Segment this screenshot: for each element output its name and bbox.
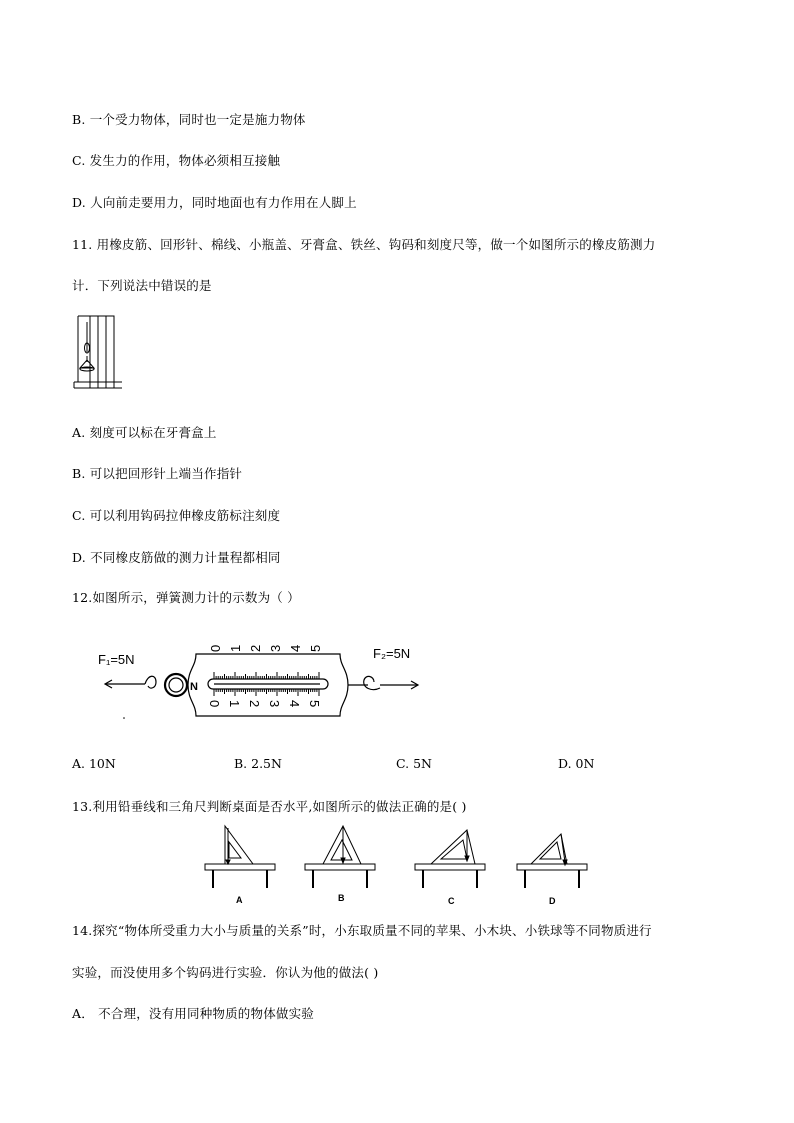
figure-b <box>305 826 375 903</box>
figure-d-label: D <box>549 896 556 906</box>
q11-option-b: B. 可以把回形针上端当作指针 <box>72 466 243 481</box>
figure-c-label: C <box>448 896 455 906</box>
scale-top-1: 1 <box>228 644 243 652</box>
figure-a-label: A <box>236 895 243 905</box>
spring-scale-figure <box>90 640 430 730</box>
q12-option-a: A. 10N <box>72 756 116 771</box>
q14-option-a: A． 不合理，没有用同种物质的物体做实验 <box>72 1006 315 1021</box>
q11-stem-line1: 11. 用橡皮筋、回形针、棉线、小瓶盖、牙膏盒、铁丝、钩码和刻度尺等，做一个如图所示的橡皮筋测力 <box>72 237 656 252</box>
scale-bottom-4: 4 <box>287 700 302 708</box>
q11-option-a: A. 刻度可以标在牙膏盒上 <box>72 425 217 440</box>
scale-bottom-5: 5 <box>307 700 322 708</box>
q12-option-c: C. 5N <box>396 756 432 771</box>
scale-bottom-3: 3 <box>267 700 282 708</box>
scale-top-3: 3 <box>268 644 283 652</box>
f1-label: F₁=5N <box>98 652 135 667</box>
svg-text:N: N <box>190 681 198 693</box>
scale-top-2: 2 <box>248 644 263 652</box>
figure-c <box>415 830 485 906</box>
q10-option-d: D. 人向前走要用力，同时地面也有力作用在人脚上 <box>72 195 357 210</box>
scale-bottom-0: 0 <box>207 700 222 708</box>
figure-a <box>205 826 275 905</box>
level-check-figures <box>195 820 595 910</box>
scale-bottom-1: 1 <box>227 700 242 708</box>
q12-stem: 12.如图所示，弹簧测力计的示数为（ ） <box>72 590 300 605</box>
rubber-band-scale-figure <box>70 312 130 392</box>
scale-bottom-2: 2 <box>247 700 262 708</box>
figure-d <box>517 834 587 906</box>
q11-stem-line2: 计．下列说法中错误的是 <box>72 278 212 293</box>
scale-top-5: 5 <box>308 644 323 652</box>
q12-option-d: D. 0N <box>558 756 595 771</box>
scale-top-0: 0 <box>208 644 223 652</box>
q12-option-b: B. 2.5N <box>234 756 282 771</box>
f2-label: F₂=5N <box>373 646 411 661</box>
q14-stem-line2: 实验，而没使用多个钩码进行实验．你认为他的做法( ) <box>72 965 379 980</box>
scale-top-4: 4 <box>288 644 303 652</box>
q13-stem: 13.利用铅垂线和三角尺判断桌面是否水平,如图所示的做法正确的是( ) <box>72 799 467 814</box>
q11-option-c: C. 可以利用钩码拉伸橡皮筋标注刻度 <box>72 508 281 523</box>
figure-b-label: B <box>338 893 345 903</box>
q10-option-c: C. 发生力的作用，物体必须相互接触 <box>72 153 281 168</box>
q14-stem-line1: 14.探究“物体所受重力大小与质量的关系”时，小东取质量不同的苹果、小木块、小铁球等不同物质进行 <box>72 923 652 938</box>
q10-option-b: B. 一个受力物体，同时也一定是施力物体 <box>72 112 306 127</box>
q11-option-d: D. 不同橡皮筋做的测力计量程都相同 <box>72 550 281 565</box>
